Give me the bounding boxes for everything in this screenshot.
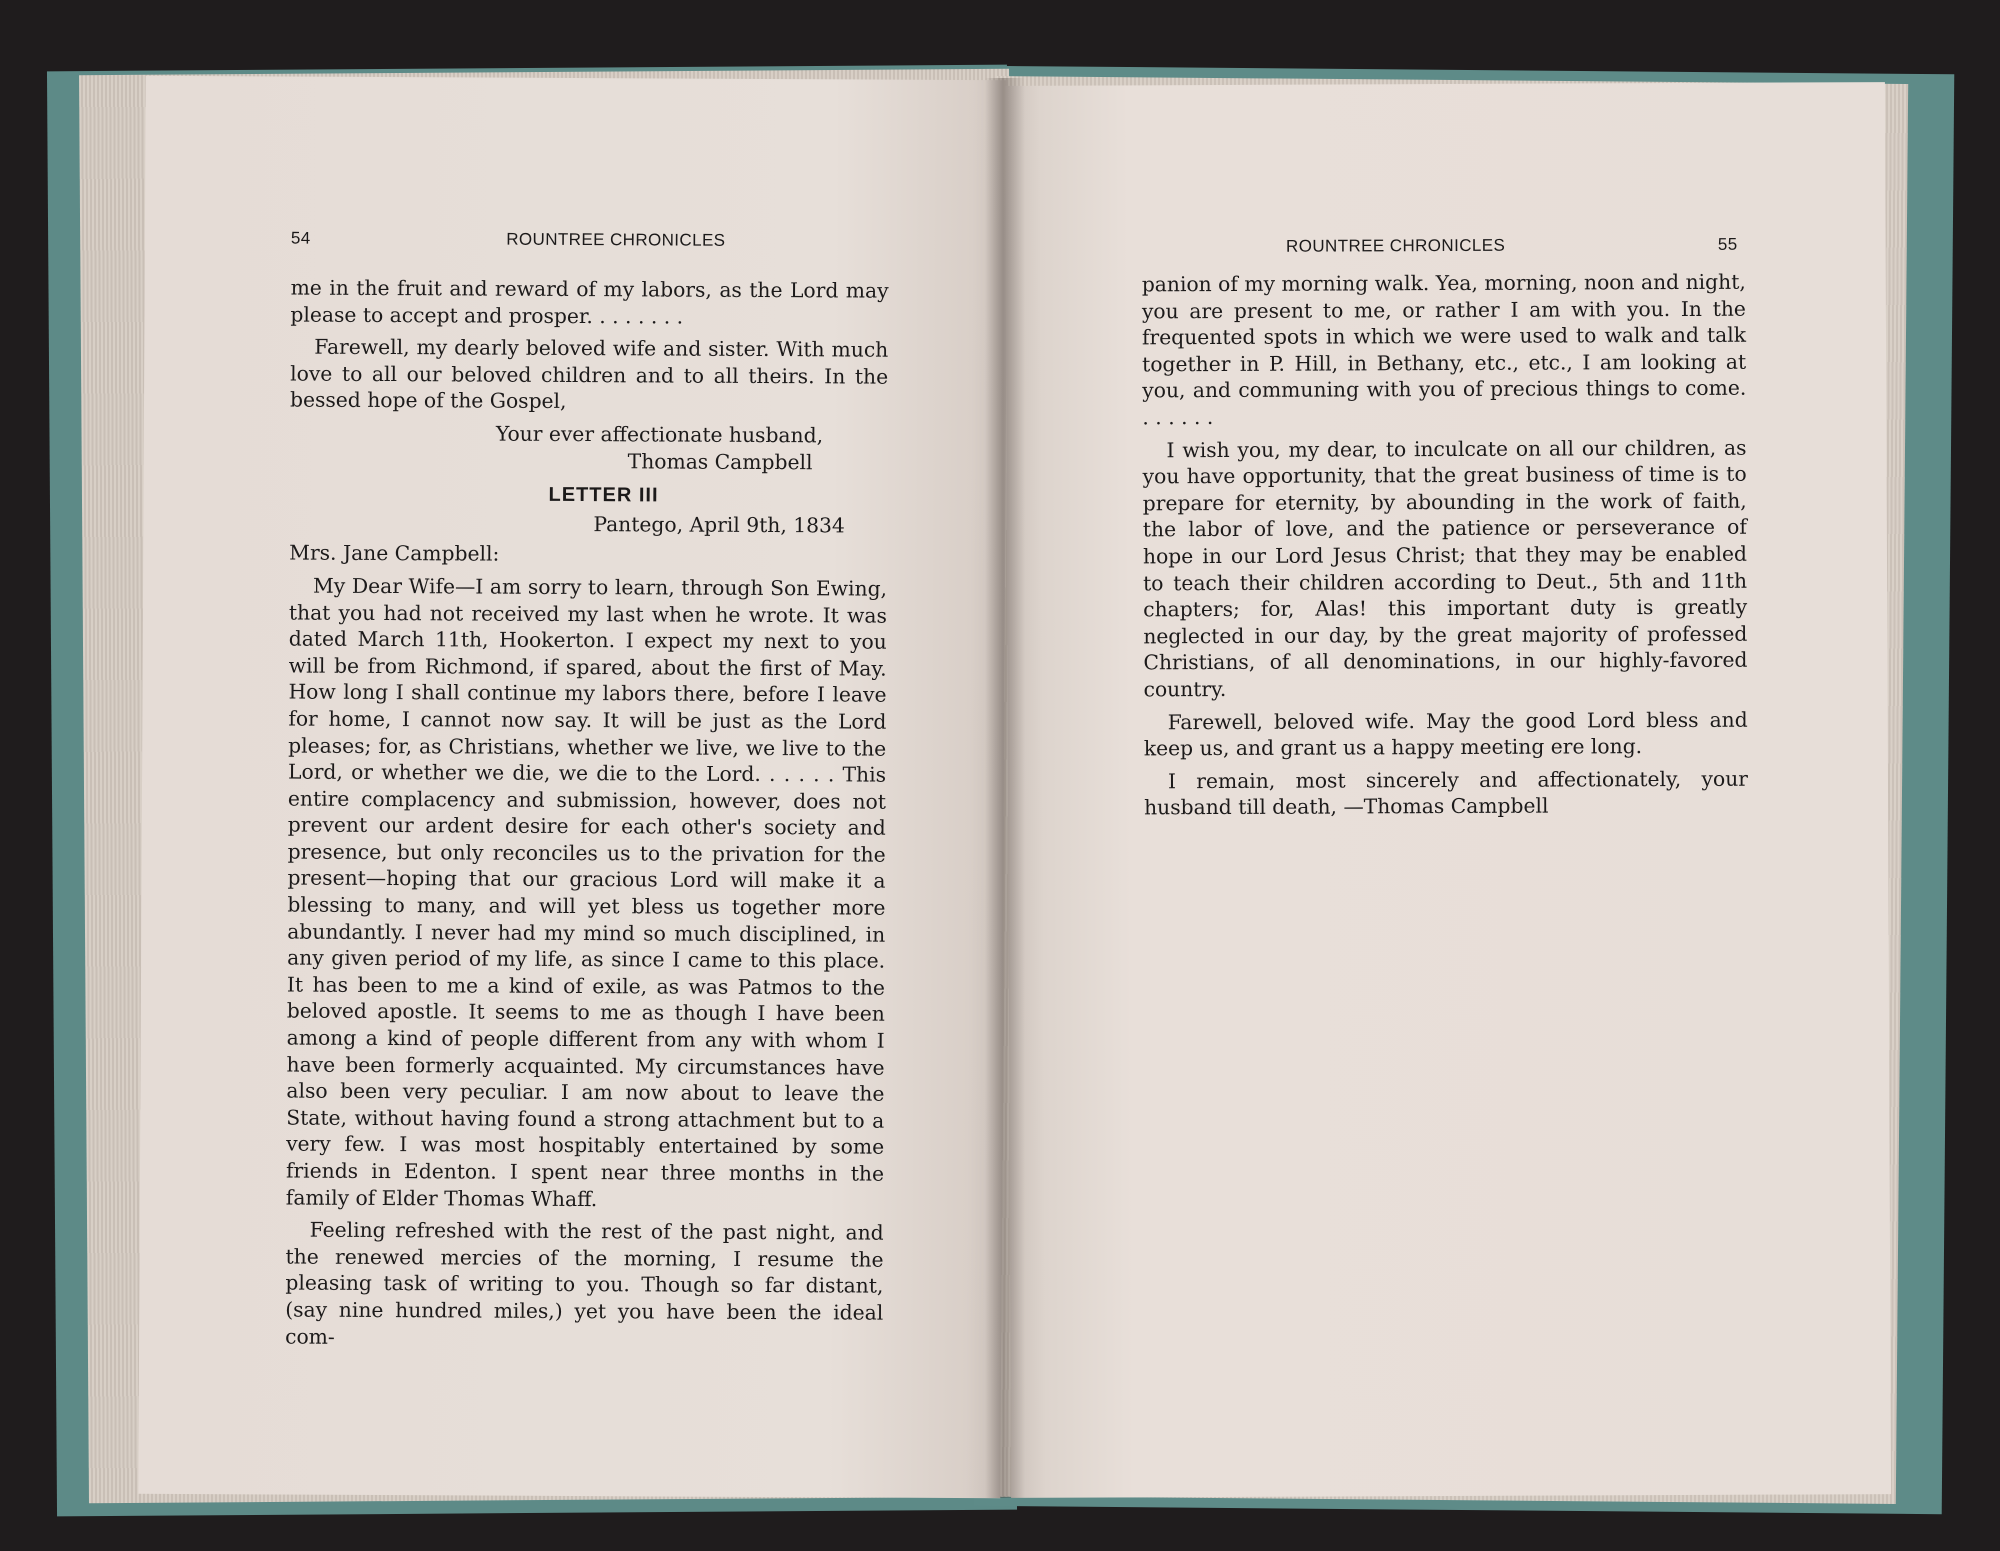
- letter-dateline: Pantego, April 9th, 1834: [593, 511, 845, 538]
- paragraph: I wish you, my dear, to inculcate on all our children, as you have opportunity, that the great business of time is to prepare for eternity, by abounding in the work of faith, the labor of love, and the patience or perseverance of hope in our Lord Jesus Christ; that they may be enabled to teach their children according to Deut., 5th and 11th chapters; for, Alas! this important duty is greatly neglected in our day, by the great majority of professed Christians, of all denominations, in our highly-favored country.: [1142, 435, 1748, 702]
- right-page-body: [1142, 269, 1748, 828]
- left-page-number: 54: [290, 228, 311, 248]
- right-page-number: 55: [1717, 234, 1738, 254]
- letter-closing: Your ever affectionate husband,: [495, 421, 824, 448]
- paragraph: panion of my morning walk. Yea, morning, noon and night, you are present to me, or rather I am with you. In the frequented spots in which we were used to walk and talk together in P. Hill, in Bethany, etc., etc., I am looking at you, and communing with you of precious things to come. . . . . . .: [1141, 269, 1747, 430]
- letter-signature: Thomas Campbell: [627, 448, 813, 474]
- letter-heading: LETTER III: [548, 484, 659, 507]
- left-running-title: ROUNTREE CHRONICLES: [506, 229, 726, 250]
- paragraph: Farewell, beloved wife. May the good Lord bless and keep us, and grant us a happy meeting ere long.: [1143, 707, 1748, 761]
- paragraph: My Dear Wife—I am sorry to learn, through Son Ewing, that you had not received my last when he wrote. It was dated March 11th, Hookerton. I expect my next to you will be from Richmond, if spared, about the first of May. How long I shall continue my labors there, before I leave for home, I cannot now say. It will be just as the Lord pleases; for, as Christians, whether we live, we live to the Lord, or whether we die, we die to the Lord. . . . . . This entire complacency and submission, however, does not prevent our ardent desire for each other's society and presence, but only reconciles us to the privation for the present—hoping that our gracious Lord will make it a blessing to many, and will yet bless us together more abundantly. I never had my mind so much disciplined, in any given period of my life, as since I came to this place. It has been to me a kind of exile, as was Patmos to the beloved apostle. It seems to me as though I have been among a kind of people different from any with whom I have been formerly acquainted. My circumstances have also been very peculiar. I am now about to leave the State, without having found a strong attachment but to a very few. I was most hospitably entertained by some friends in Edenton. I spent near three months in the family of Elder Thomas Whaff.: [285, 573, 888, 1211]
- paragraph: I remain, most sincerely and affectionately, your husband till death, —Thomas Campbell: [1144, 766, 1749, 820]
- right-running-title: ROUNTREE CHRONICLES: [1285, 235, 1506, 256]
- left-running-head: [145, 228, 1007, 250]
- right-page: [1005, 82, 1891, 1498]
- right-running-head: [1006, 234, 1886, 256]
- paragraph: Farewell, my dearly beloved wife and sister. With much love to all our beloved children and to all theirs. In the bessed hope of the Gospel,: [289, 334, 889, 414]
- paragraph: me in the fruit and reward of my labors, as the Lord may please to accept and prosper. . . . . . . .: [290, 275, 889, 329]
- left-page: [138, 76, 1007, 1498]
- letter-salutation: Mrs. Jane Campbell:: [289, 540, 500, 566]
- gutter-shadow: [985, 78, 1025, 1498]
- paragraph: Feeling refreshed with the rest of the past night, and the renewed mercies of the morning, I resume the pleasing task of writing to you. Though so far distant, (say nine hundred miles,) yet you have been the ideal com-: [285, 1217, 884, 1349]
- left-page-body: [285, 275, 889, 1359]
